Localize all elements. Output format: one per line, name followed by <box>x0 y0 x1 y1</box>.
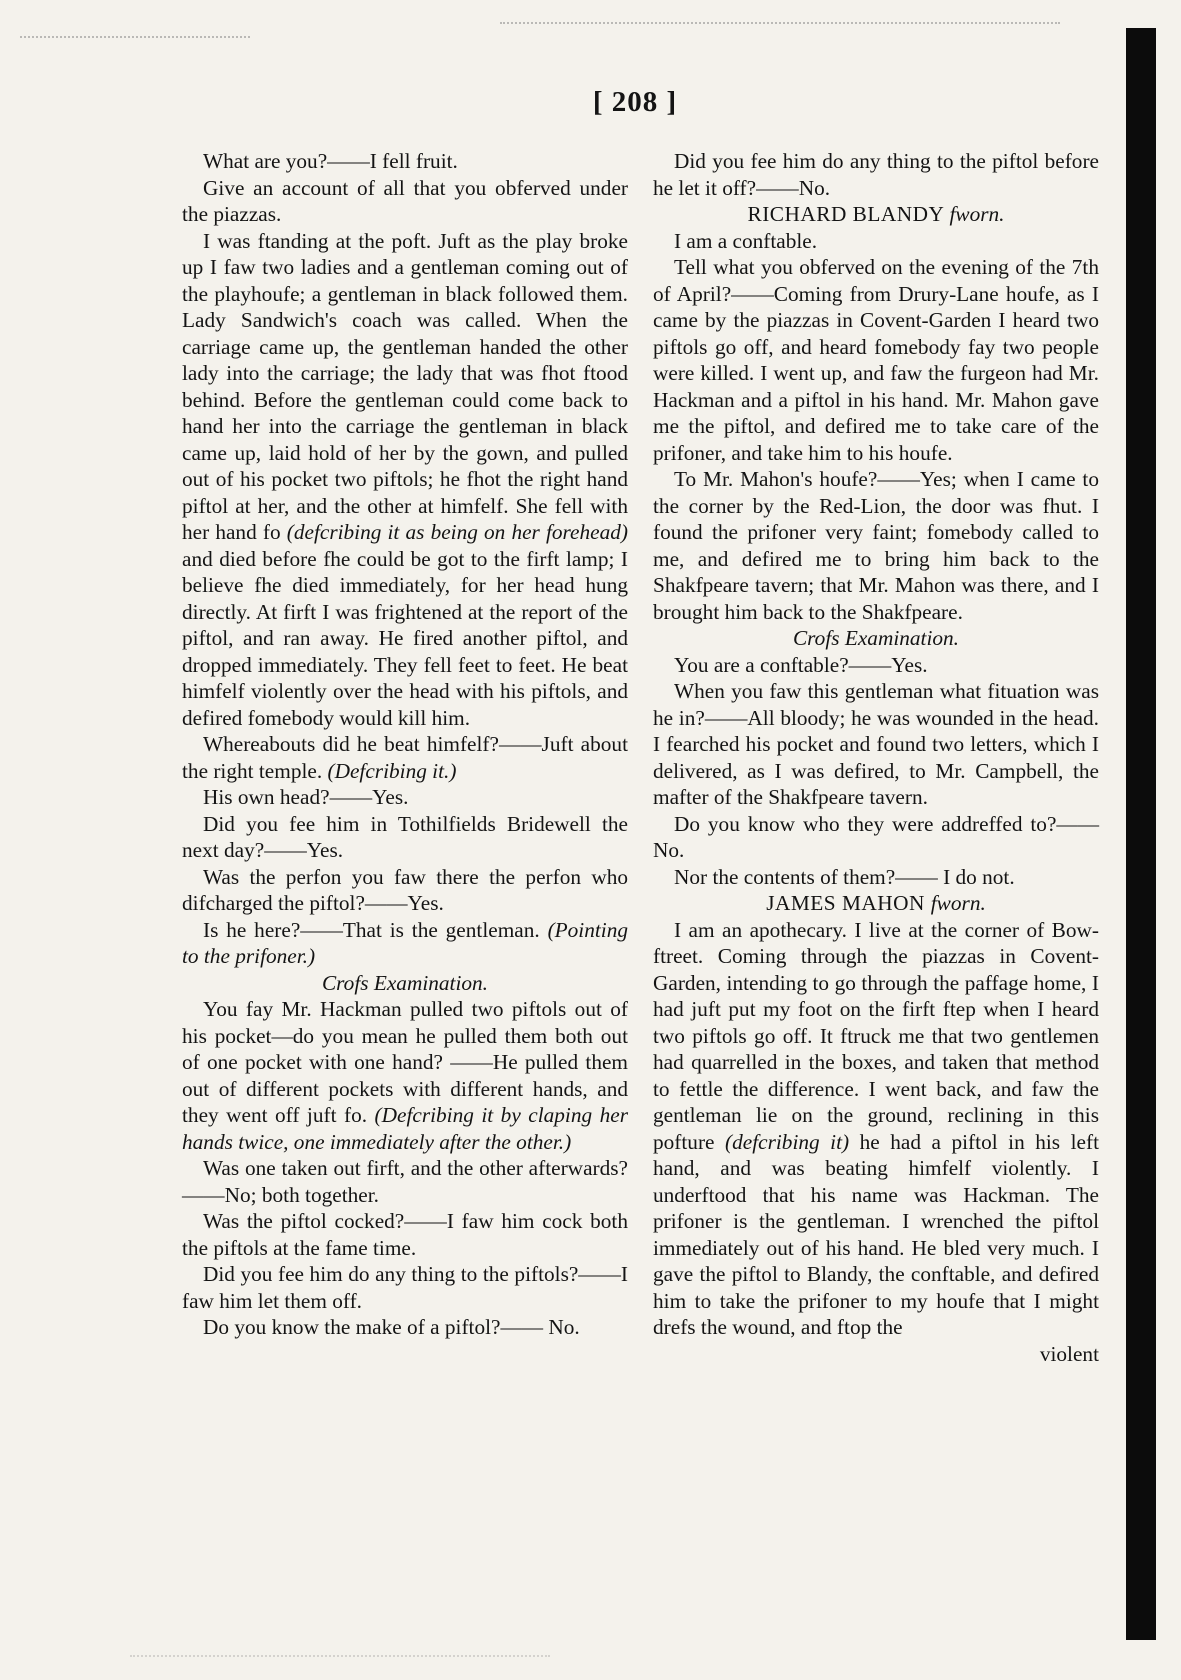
italic-note: (defcribing it as being on her forehead) <box>286 520 628 544</box>
paragraph <box>653 811 1099 864</box>
paragraph-text: Do you know the make of a piftol?—— No. <box>203 1315 580 1339</box>
paragraph-text: When you faw this gentleman what fituation was he in?——All bloody; he was wounded in the head. I fearched his pocket and found two letters, which I delivered, as I was defired, to Mr. Campbell, the mafter of the Shakfpeare tavern. <box>653 679 1099 809</box>
paragraph-text: Was one taken out firft, and the other afterwards?——No; both together. <box>182 1156 628 1207</box>
paragraph-text: You are a conftable?——Yes. <box>674 652 928 677</box>
paragraph-text-continued: and died before fhe could be got to the firft lamp; I believe fhe died immediately, for her head hung directly. At firft I was frightened at the report of the piftol, and ran away. He fired another piftol, and dropped immediately. They fell feet to feet. He beat himfelf violently over the head with his piftols, and defired fomebody would kill him. <box>182 546 628 730</box>
catchword <box>653 1341 1099 1368</box>
bottom-edge-specks <box>130 1655 550 1659</box>
paragraph <box>182 1314 628 1341</box>
paragraph <box>182 996 628 1155</box>
paragraph <box>182 1208 628 1261</box>
paragraph-text: I was ftanding at the poft. Juft as the play broke up I faw two ladies and a gentleman coming out of the playhoufe; a gentleman in black followed them. Lady Sandwich's coach was called. When the carriage came up, the gentleman handed the other lady into the carriage; the lady that was fhot ftood behind. Before the gentleman could come back to hand her into the carriage the gentleman in black came up, laid hold of her by the gown, and pulled out of his pocket two piftols; he fhot the right hand piftol at her, and the other at himfelf. She fell with her hand fo <box>182 228 628 544</box>
italic-note: (Defcribing it.) <box>327 758 457 783</box>
paragraph-text: Did you fee him do any thing to the piftol before he let it off?——No. <box>653 149 1099 200</box>
paragraph-text: Do you know who they were addreffed to?——No. <box>653 811 1099 862</box>
paragraph-text: Did you fee him do any thing to the piftols?——I faw him let them off. <box>182 1262 628 1313</box>
paragraph-text: You fay Mr. Hackman pulled two piftols out of his pocket—do you mean he pulled them both out of one pocket with one hand? ——He pulled them out of different pockets with different hands, and they went off juft fo. <box>182 997 628 1127</box>
italic-note: (Defcribing it by claping her hands twice, one immediately after the other.) <box>182 1103 628 1154</box>
paragraph <box>182 1155 628 1208</box>
top-edge-specks <box>500 22 1060 26</box>
witness-heading <box>653 201 1099 228</box>
paragraph-text: violent <box>1039 1341 1099 1366</box>
paragraph-text: Did you fee him in Tothilfields Bridewell the next day?——Yes. <box>182 811 628 862</box>
paragraph-text: I am an apothecary. I live at the corner of Bow-ftreet. Coming through the piazzas in Covent-Garden, intending to go through the paffage home, I had juft put my foot on the firft ftep when I heard two piftols go off. It ftruck me that two gentlemen had quarrelled in the boxes, and taken that method to fettle the difference. I went back, and faw the gentleman lie on the ground, reclining in this pofture <box>653 917 1099 1154</box>
paragraph <box>653 254 1099 466</box>
paragraph-text: Give an account of all that you obferved under the piazzas. <box>182 175 628 226</box>
paragraph-text: Whereabouts did he beat himfelf?——Juft about the right temple. <box>182 732 628 783</box>
paragraph-text: Was the piftol cocked?——I faw him cock both the piftols at the fame time. <box>182 1209 628 1260</box>
left-column <box>182 148 628 1341</box>
paragraph <box>653 917 1099 1341</box>
paragraph <box>182 228 628 732</box>
italic-note: fworn. <box>930 891 986 915</box>
paragraph <box>653 652 1099 679</box>
paragraph-text: Is he here?——That is the gentleman. <box>203 917 540 942</box>
paragraph-text: Crofs Examination. <box>321 970 489 995</box>
top-edge-specks <box>20 36 250 40</box>
paragraph-text: Crofs Examination. <box>792 626 960 650</box>
witness-heading <box>653 890 1099 917</box>
paragraph-text-continued: he had a piftol in his left hand, and was beating himfelf violently. I underftood that his name was Hackman. The prifoner is the gentleman. I wrenched the piftol immediately out of his hand. He bled very much. I gave the piftol to Blandy, the conftable, and defired him to take the prifoner to my houfe that I might drefs the wound, and ftop the <box>653 1129 1099 1339</box>
paragraph <box>182 731 628 784</box>
paragraph <box>182 917 628 970</box>
paragraph <box>653 466 1099 625</box>
paragraph <box>653 148 1099 201</box>
italic-note: (Pointing to the prifoner.) <box>182 917 629 968</box>
paragraph-text: What are you?——I fell fruit. <box>203 149 458 173</box>
paragraph-text: RICHARD BLANDY <box>747 202 944 226</box>
paragraph <box>182 864 628 917</box>
paragraph-text: Nor the contents of them?—— I do not. <box>674 864 1015 889</box>
paragraph <box>182 175 628 228</box>
paragraph <box>182 1261 628 1314</box>
paragraph-text: To Mr. Mahon's houfe?——Yes; when I came to the corner by the Red-Lion, the door was fhut. I found the prifoner very faint; fomebody called to me, and defired me to bring him back to the Shakfpeare tavern; that Mr. Mahon was there, and I brought him back to the Shakfpeare. <box>653 467 1099 624</box>
italic-note: fworn. <box>949 202 1005 226</box>
paragraph-text: JAMES MAHON <box>766 891 925 915</box>
section-heading <box>653 625 1099 652</box>
paragraph <box>182 784 628 811</box>
binding-shadow-bar <box>1126 28 1156 1640</box>
paragraph <box>653 678 1099 811</box>
section-heading <box>182 970 628 997</box>
page-number-header: [ 208 ] <box>592 86 678 118</box>
paragraph <box>182 811 628 864</box>
paragraph-text: Was the perfon you faw there the perfon who difcharged the piftol?——Yes. <box>182 864 628 915</box>
paragraph-text: Tell what you obferved on the evening of the 7th of April?——Coming from Drury-Lane houfe, as I came by the piazzas in Covent-Garden I heard two piftols go off, and heard fomebody fay two people were killed. I went up, and faw the furgeon had Mr. Hackman and a piftol in his hand. Mr. Mahon gave me the piftol, and defired me to take care of the prifoner, and take him to his houfe. <box>653 255 1099 465</box>
right-column <box>653 148 1099 1367</box>
paragraph <box>653 228 1099 255</box>
paragraph <box>653 864 1099 891</box>
paragraph-text: I am a conftable. <box>674 228 818 253</box>
italic-note: (defcribing it) <box>725 1129 850 1154</box>
paragraph <box>182 148 628 175</box>
paragraph-text: His own head?——Yes. <box>203 785 409 809</box>
